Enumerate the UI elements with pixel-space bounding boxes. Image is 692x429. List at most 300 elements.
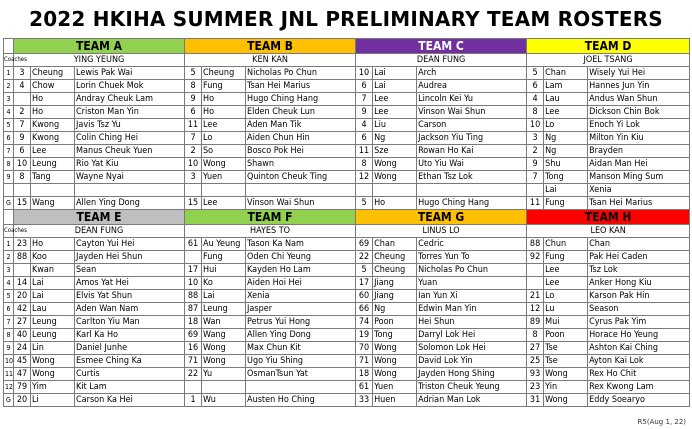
given-name: Tason Ka Nam [246, 238, 356, 251]
position-cell: 3 [4, 264, 14, 277]
surname: Au Yeung [202, 238, 246, 251]
surname: Lai [373, 67, 417, 80]
jersey-number: 10 [356, 67, 373, 80]
given-name: Lorin Chuek Mok [75, 80, 185, 93]
player-row [4, 277, 690, 290]
surname: Sze [373, 145, 417, 158]
given-name: Carlton Yiu Man [75, 316, 185, 329]
jersey-number: 60 [356, 290, 373, 303]
jersey-number: 17 [185, 264, 202, 277]
surname: Wong [373, 342, 417, 355]
surname: Wan [202, 316, 246, 329]
position-cell: 1 [4, 238, 14, 251]
jersey-number [14, 93, 31, 106]
jersey-number: 11 [185, 119, 202, 132]
player-row [4, 238, 690, 251]
coach-name: LINUS LO [356, 225, 527, 238]
surname: Kwan [31, 264, 75, 277]
given-name: Lincoln Kei Yu [417, 93, 527, 106]
surname: Leung [202, 303, 246, 316]
jersey-number: 7 [14, 119, 31, 132]
surname: Mui [544, 316, 588, 329]
surname: Yim [31, 381, 75, 394]
jersey-number: 23 [14, 238, 31, 251]
given-name: Criston Man Yin [75, 106, 185, 119]
surname: Yu [202, 368, 246, 381]
jersey-number: 88 [185, 290, 202, 303]
jersey-number [14, 184, 31, 197]
team-name-cell: TEAM D [527, 39, 690, 54]
given-name: Solomon Lok Hei [417, 342, 527, 355]
surname: Leung [31, 158, 75, 171]
jersey-number: 71 [185, 355, 202, 368]
jersey-number: 27 [14, 316, 31, 329]
position-cell: 8 [4, 158, 14, 171]
position-cell: 6 [4, 132, 14, 145]
surname: Lai [31, 290, 75, 303]
surname: Lu [544, 303, 588, 316]
surname: Ko [202, 277, 246, 290]
team-name-cell: TEAM F [185, 210, 356, 225]
surname: Poon [373, 316, 417, 329]
jersey-number: 10 [185, 158, 202, 171]
player-row [4, 158, 690, 171]
given-name: Manus Cheuk Yuen [75, 145, 185, 158]
position-cell: 4 [4, 106, 14, 119]
given-name: Nicholas Po Chun [246, 67, 356, 80]
given-name: Pak Hei Caden [588, 251, 690, 264]
jersey-number: 8 [527, 106, 544, 119]
jersey-number: 25 [527, 355, 544, 368]
surname: Chan [373, 238, 417, 251]
surname: Leung [31, 316, 75, 329]
given-name: Allen Ying Dong [246, 329, 356, 342]
given-name: Ayton Kai Lok [588, 355, 690, 368]
surname [31, 184, 75, 197]
jersey-number: 8 [527, 329, 544, 342]
jersey-number: 69 [356, 238, 373, 251]
jersey-number: 8 [14, 171, 31, 184]
given-name: Aiden Chun Hin [246, 132, 356, 145]
surname: Yuen [373, 381, 417, 394]
given-name: Brayden [588, 145, 690, 158]
jersey-number [527, 277, 544, 290]
jersey-number: 4 [14, 80, 31, 93]
given-name: Cayton Yui Hei [75, 238, 185, 251]
player-row [4, 394, 690, 407]
jersey-number: 88 [527, 238, 544, 251]
surname: Chan [544, 67, 588, 80]
jersey-number: 8 [185, 80, 202, 93]
corner-cell [4, 39, 14, 54]
jersey-number: 6 [527, 80, 544, 93]
coach-name: HAYES TO [185, 225, 356, 238]
player-row [4, 67, 690, 80]
player-row [4, 197, 690, 210]
given-name: Manson Ming Sum [588, 171, 690, 184]
coach-name: JOEL TSANG [527, 54, 690, 67]
given-name [75, 184, 185, 197]
jersey-number: 3 [527, 132, 544, 145]
surname: Tse [544, 355, 588, 368]
surname: Li [31, 394, 75, 407]
jersey-number: 70 [356, 342, 373, 355]
jersey-number: 5 [185, 67, 202, 80]
coaches-label: Coaches [4, 225, 14, 238]
surname: Fung [544, 251, 588, 264]
surname: Kwong [31, 119, 75, 132]
surname: Lo [544, 119, 588, 132]
surname: Jiang [373, 277, 417, 290]
position-cell: 6 [4, 303, 14, 316]
given-name: Karl Ka Ho [75, 329, 185, 342]
surname: Ho [202, 106, 246, 119]
team-header-row [4, 210, 690, 225]
given-name: Wisely Yui Hei [588, 67, 690, 80]
surname: Jiang [373, 290, 417, 303]
jersey-number: 11 [527, 197, 544, 210]
jersey-number: 18 [185, 316, 202, 329]
given-name: Chan [588, 238, 690, 251]
given-name: Hei Shun [417, 316, 527, 329]
player-row [4, 93, 690, 106]
given-name [246, 381, 356, 394]
player-row [4, 264, 690, 277]
given-name: Nicholas Po Chun [417, 264, 527, 277]
jersey-number: 93 [527, 368, 544, 381]
surname: Wong [544, 368, 588, 381]
jersey-number: 23 [527, 381, 544, 394]
surname: Tang [31, 171, 75, 184]
given-name: Petrus Yui Hong [246, 316, 356, 329]
given-name: David Lok Yin [417, 355, 527, 368]
position-cell: 1 [4, 67, 14, 80]
corner-cell [4, 210, 14, 225]
given-name: Wayne Nyai [75, 171, 185, 184]
jersey-number: 14 [14, 277, 31, 290]
jersey-number: 74 [356, 316, 373, 329]
jersey-number: 20 [14, 290, 31, 303]
given-name: Max Chun Kit [246, 342, 356, 355]
jersey-number: 5 [356, 197, 373, 210]
surname: Lai [373, 80, 417, 93]
coaches-row [4, 54, 690, 67]
player-row [4, 303, 690, 316]
surname: Lo [544, 290, 588, 303]
surname: Ng [373, 303, 417, 316]
surname: Ho [202, 93, 246, 106]
given-name: Darryl Lok Hei [417, 329, 527, 342]
surname: Lee [202, 119, 246, 132]
surname: Wang [202, 329, 246, 342]
surname: Cheung [31, 67, 75, 80]
given-name: Uto Yiu Wai [417, 158, 527, 171]
surname: Ho [31, 93, 75, 106]
given-name: Andray Cheuk Lam [75, 93, 185, 106]
surname: Tse [544, 342, 588, 355]
surname: Wong [373, 355, 417, 368]
jersey-number: 9 [14, 132, 31, 145]
given-name [246, 184, 356, 197]
given-name: Torres Yun To [417, 251, 527, 264]
surname: Tong [544, 171, 588, 184]
jersey-number: 4 [356, 119, 373, 132]
given-name: Rowan Ho Kai [417, 145, 527, 158]
player-row [4, 329, 690, 342]
surname: Chow [31, 80, 75, 93]
jersey-number: 42 [14, 303, 31, 316]
jersey-number: 7 [185, 132, 202, 145]
player-row [4, 80, 690, 93]
surname: Lau [31, 303, 75, 316]
surname: So [202, 145, 246, 158]
surname: Chun [544, 238, 588, 251]
jersey-number: 61 [356, 381, 373, 394]
given-name: Xenia [588, 184, 690, 197]
surname: Liu [373, 119, 417, 132]
position-cell: 5 [4, 290, 14, 303]
player-row [4, 355, 690, 368]
given-name: Ian Yun Xi [417, 290, 527, 303]
given-name: Jayden Hei Shun [75, 251, 185, 264]
player-row [4, 106, 690, 119]
surname: Lee [544, 277, 588, 290]
surname: Lee [544, 106, 588, 119]
surname: Yuen [202, 171, 246, 184]
position-cell: 2 [4, 251, 14, 264]
player-row [4, 184, 690, 197]
given-name: Enoch Yi Lok [588, 119, 690, 132]
jersey-number: 12 [527, 303, 544, 316]
given-name: Xenia [246, 290, 356, 303]
jersey-number: 27 [527, 342, 544, 355]
jersey-number: 10 [185, 277, 202, 290]
team-header-row [4, 39, 690, 54]
jersey-number: 19 [356, 329, 373, 342]
given-name: Kayden Ho Lam [246, 264, 356, 277]
surname: Lee [31, 145, 75, 158]
jersey-number: 6 [356, 132, 373, 145]
given-name: Audrea [417, 80, 527, 93]
surname: Lai [544, 184, 588, 197]
coach-name: LEO KAN [527, 225, 690, 238]
player-row [4, 342, 690, 355]
given-name: Cedric [417, 238, 527, 251]
surname: Wu [202, 394, 246, 407]
position-cell: 7 [4, 316, 14, 329]
jersey-number: 88 [14, 251, 31, 264]
coach-name: YING YEUNG [14, 54, 185, 67]
jersey-number: 21 [527, 290, 544, 303]
jersey-number: 3 [14, 67, 31, 80]
given-name: Karson Pak Hin [588, 290, 690, 303]
jersey-number: 40 [14, 329, 31, 342]
surname: Ng [544, 145, 588, 158]
surname: Ho [31, 106, 75, 119]
given-name: Tsan Hei Marius [246, 80, 356, 93]
given-name: Carson [417, 119, 527, 132]
given-name: Javis Tsz Yu [75, 119, 185, 132]
given-name: Hugo Ching Hang [246, 93, 356, 106]
position-cell [4, 184, 14, 197]
surname: Lin [31, 342, 75, 355]
given-name: Allen Ying Dong [75, 197, 185, 210]
surname [202, 381, 246, 394]
jersey-number: 15 [185, 197, 202, 210]
given-name: Tsz Lok [588, 264, 690, 277]
position-cell: 2 [4, 80, 14, 93]
position-cell: 11 [4, 368, 14, 381]
position-cell: 3 [4, 93, 14, 106]
jersey-number: 7 [527, 171, 544, 184]
surname: Shu [544, 158, 588, 171]
given-name: Horace Ho Yeung [588, 329, 690, 342]
jersey-number [185, 184, 202, 197]
jersey-number: 47 [14, 368, 31, 381]
given-name: Ashton Kai Ching [588, 342, 690, 355]
jersey-number: 92 [527, 251, 544, 264]
jersey-number: 22 [356, 251, 373, 264]
given-name: Sean [75, 264, 185, 277]
surname: Huen [373, 394, 417, 407]
surname: Ng [544, 132, 588, 145]
surname: Ho [373, 197, 417, 210]
jersey-number: 6 [185, 106, 202, 119]
given-name: Aden Wan Nam [75, 303, 185, 316]
surname: Fung [202, 251, 246, 264]
surname: Lee [544, 264, 588, 277]
surname: Tong [373, 329, 417, 342]
surname: Kwong [31, 132, 75, 145]
surname: Wong [202, 355, 246, 368]
given-name: Triston Cheuk Yeung [417, 381, 527, 394]
jersey-number: 22 [185, 368, 202, 381]
surname: Lai [31, 277, 75, 290]
coach-name: DEAN FUNG [14, 225, 185, 238]
revision-note: R5(Aug 1, 22) [637, 418, 686, 426]
position-cell: G [4, 197, 14, 210]
surname: Wong [31, 368, 75, 381]
jersey-number: 9 [356, 106, 373, 119]
surname: Wang [31, 197, 75, 210]
given-name: Aiden Hoi Hei [246, 277, 356, 290]
jersey-number [185, 381, 202, 394]
jersey-number: 17 [356, 277, 373, 290]
jersey-number: 24 [14, 342, 31, 355]
jersey-number: 1 [185, 394, 202, 407]
given-name: Elvis Yat Shun [75, 290, 185, 303]
jersey-number: 31 [527, 394, 544, 407]
given-name: Anker Hong Kiu [588, 277, 690, 290]
surname: Lee [373, 106, 417, 119]
given-name: Shawn [246, 158, 356, 171]
given-name: Austen Ho Ching [246, 394, 356, 407]
given-name [417, 184, 527, 197]
surname: Wong [31, 355, 75, 368]
given-name: Andus Wan Shun [588, 93, 690, 106]
given-name: Esmee Ching Ka [75, 355, 185, 368]
page-title: 2022 HKIHA SUMMER JNL PRELIMINARY TEAM ROSTERS [29, 7, 663, 31]
jersey-number: 10 [527, 119, 544, 132]
position-cell: 10 [4, 355, 14, 368]
position-cell: 12 [4, 381, 14, 394]
given-name: Cyrus Pak Yim [588, 316, 690, 329]
team-name-cell: TEAM B [185, 39, 356, 54]
given-name: Arch [417, 67, 527, 80]
player-row [4, 290, 690, 303]
surname: Cheung [373, 264, 417, 277]
position-cell: 9 [4, 342, 14, 355]
surname: Ho [31, 238, 75, 251]
jersey-number: 9 [527, 158, 544, 171]
surname: Poon [544, 329, 588, 342]
jersey-number: 66 [356, 303, 373, 316]
jersey-number: 45 [14, 355, 31, 368]
coach-name: KEN KAN [185, 54, 356, 67]
given-name: Elden Cheuk Lun [246, 106, 356, 119]
position-cell: 5 [4, 119, 14, 132]
surname: Wong [202, 158, 246, 171]
given-name: Ugo Yiu Shing [246, 355, 356, 368]
jersey-number: 11 [356, 145, 373, 158]
given-name: Rex Ho Chit [588, 368, 690, 381]
surname [373, 184, 417, 197]
surname: Cheung [373, 251, 417, 264]
jersey-number: 9 [185, 93, 202, 106]
given-name: Ethan Tsz Lok [417, 171, 527, 184]
given-name: Vinson Wai Shun [417, 106, 527, 119]
given-name: Eddy Soearyo [588, 394, 690, 407]
given-name: Rio Yat Kiu [75, 158, 185, 171]
player-row [4, 145, 690, 158]
position-cell: 4 [4, 277, 14, 290]
jersey-number: 8 [356, 158, 373, 171]
given-name: Jasper [246, 303, 356, 316]
given-name: Rex Kwong Lam [588, 381, 690, 394]
jersey-number: 20 [14, 394, 31, 407]
given-name: Tsan Hei Marius [588, 197, 690, 210]
position-cell: 7 [4, 145, 14, 158]
jersey-number: 18 [356, 368, 373, 381]
jersey-number: 89 [527, 316, 544, 329]
jersey-number: 6 [14, 145, 31, 158]
jersey-number: 79 [14, 381, 31, 394]
jersey-number: 2 [185, 145, 202, 158]
jersey-number: 2 [14, 106, 31, 119]
coaches-label: Coaches [4, 54, 14, 67]
position-cell: 8 [4, 329, 14, 342]
given-name: OsmanTsun Yat [246, 368, 356, 381]
jersey-number [356, 184, 373, 197]
given-name: Hugo Ching Hang [417, 197, 527, 210]
player-row [4, 119, 690, 132]
given-name: Yuan [417, 277, 527, 290]
jersey-number: 3 [185, 171, 202, 184]
surname: Lo [202, 132, 246, 145]
surname: Koo [31, 251, 75, 264]
jersey-number: 87 [185, 303, 202, 316]
jersey-number: 5 [527, 67, 544, 80]
player-row [4, 381, 690, 394]
given-name: Season [588, 303, 690, 316]
given-name: Colin Ching Hei [75, 132, 185, 145]
jersey-number: 12 [356, 171, 373, 184]
given-name: Aidan Man Hei [588, 158, 690, 171]
player-row [4, 368, 690, 381]
coaches-row [4, 225, 690, 238]
player-row [4, 316, 690, 329]
jersey-number: 71 [356, 355, 373, 368]
